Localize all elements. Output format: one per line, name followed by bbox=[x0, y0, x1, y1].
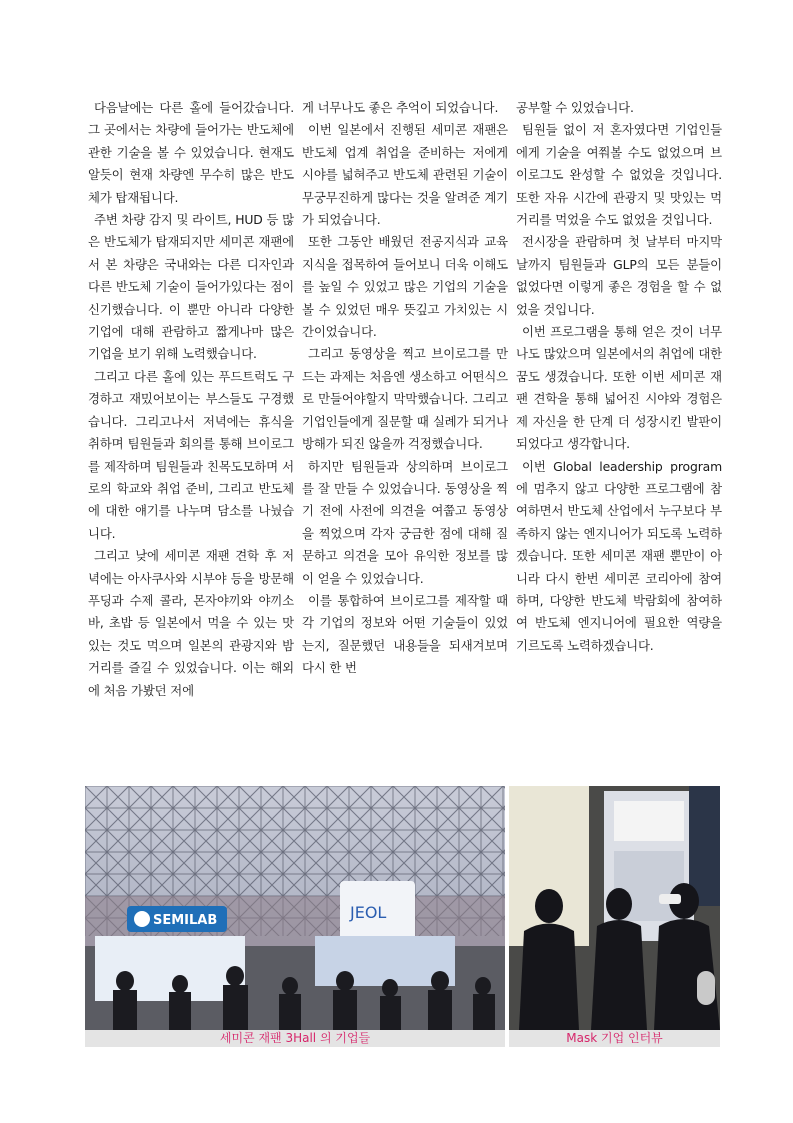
paragraph: 이번 일본에서 진행된 세미콘 재팬은 반도체 업계 취업을 준비하는 저에게 시야를 넓혀주고 반도체 관련된 기술이 무궁무진하게 많다는 것을 알려준 계기가 되었습니다. bbox=[302, 122, 508, 228]
paragraph: 전시장을 관람하며 첫 날부터 마지막날까지 팀원들과 GLP의 모든 분들이 없었다면 이렇게 좋은 경험을 할 수 없었을 것입니다. bbox=[516, 234, 722, 317]
jeol-sign-text: JEOL bbox=[350, 903, 387, 922]
paragraph: 이번 프로그램을 통해 얻은 것이 너무나도 많았으며 일본에서의 취업에 대한 꿈도 생겼습니다. 또한 이번 세미콘 재팬 견학을 통해 넓어진 시야와 경험은 제 자신을 한 단계 더 성장시킨 발판이 되었다고 생각합니다. bbox=[516, 324, 722, 452]
scan-icon bbox=[697, 971, 715, 1005]
paragraph: 또한 그동안 배웠던 전공지식과 교육지식을 접목하여 들어보니 더욱 이해도를 높일 수 있었고 많은 기업의 기술을 볼 수 있었던 매우 뜻깊고 가치있는 시간이었습니다. bbox=[302, 234, 508, 340]
paragraph: 그리고 동영상을 찍고 브이로그를 만드는 과제는 처음엔 생소하고 어떤식으로 만들어야할지 막막했습니다. 그리고 기업인들에게 질문할 때 실례가 되거나 방해가 되진 않을까 걱정했습니다. bbox=[302, 346, 508, 452]
paragraph: 그리고 낮에 세미콘 재팬 견학 후 저녁에는 아사쿠사와 시부야 등을 방문해 푸딩과 수제 콜라, 몬자야끼와 야끼소바, 초밥 등 일본에서 먹을 수 있는 맛있는 것도 먹으며 일본의 관광지와 밤거리를 즐길 수 있었습니다. 이는 해외에 처음 가봤던 저에 bbox=[88, 548, 294, 698]
paragraph: 다음날에는 다른 홀에 들어갔습니다. 그 곳에서는 차량에 들어가는 반도체에 관한 기술을 볼 수 있었습니다. 현재도 알듯이 현재 차량엔 무수히 많은 반도체가 탑재됩니다. bbox=[88, 100, 294, 205]
paragraph: 이를 통합하여 브이로그를 제작할 때 각 기업의 정보와 어떤 기술들이 있었는지, 질문했던 내용들을 되새겨보며 다시 한 번 bbox=[302, 592, 508, 676]
text-column-3 bbox=[516, 97, 722, 657]
photo-caption-left: 세미콘 재팬 3Hall 의 기업들 bbox=[85, 1030, 505, 1047]
paragraph: 하지만 팀원들과 상의하며 브이로그를 잘 만들 수 있었습니다. 동영상을 찍기 전에 사전에 의견을 여쭙고 동영상을 찍었으며 각자 궁금한 점에 대해 질문하고 의견을 모아 유익한 정보를 많이 얻을 수 있었습니다. bbox=[302, 458, 508, 586]
paragraph: 이번 Global leadership program 에 멈추지 않고 다양한 프로그램에 참여하면서 반도체 산업에서 누구보다 부족하지 않는 엔지니어가 되도록 노력하겠습니다. 또한 세미콘 재팬 뿐만이 아니라 다시 한번 세미콘 코리아에 참여하며, 다양한 반도체 박람회에 참여하여 반도체 엔지니어에 필요한 역량을 기르도록 노력하겠습니다. bbox=[516, 458, 722, 653]
paragraph: 팀원들 없이 저 혼자였다면 기업인들에게 기술을 여쭤볼 수도 없었으며 브이로그도 완성할 수 없었을 것입니다. 또한 자유 시간에 관광지 및 맛있는 먹거리를 먹었을 수도 없었을 것입니다. bbox=[516, 122, 722, 228]
paragraph-continued: 공부할 수 있었습니다. bbox=[516, 100, 634, 115]
semilab-sign-text: SEMILAB bbox=[153, 913, 218, 928]
exhibition-hall-photo bbox=[85, 786, 505, 1030]
text-column-1 bbox=[88, 97, 294, 702]
text-column-2 bbox=[302, 97, 508, 680]
paragraph-continued: 게 너무나도 좋은 추억이 되었습니다. bbox=[302, 100, 499, 115]
paragraph: 주변 차량 감지 및 라이트, HUD 등 많은 반도체가 탑재되지만 세미콘 재팬에서 본 차량은 국내와는 다른 디자인과 다른 반도체 기술이 들어가있다는 점이 신기했습니다. 이 뿐만 아니라 다양한 기업에 대해 관람하고 짧게나마 많은 기업을 보기 위해 노력했습니다. bbox=[88, 212, 294, 362]
paragraph: 그리고 다른 홀에 있는 푸드트럭도 구경하고 재밌어보이는 부스들도 구경했습니다. 그리고나서 저녁에는 휴식을 취하며 팀원들과 회의를 통해 브이로그를 제작하며 팀원들과 친목도모하며 서로의 학교와 취업 준비, 그리고 반도체에 대한 얘기를 나누며 담소를 나눴습니다. bbox=[88, 368, 294, 541]
interview-photo bbox=[509, 786, 720, 1030]
photo-caption-right: Mask 기업 인터뷰 bbox=[509, 1030, 720, 1047]
